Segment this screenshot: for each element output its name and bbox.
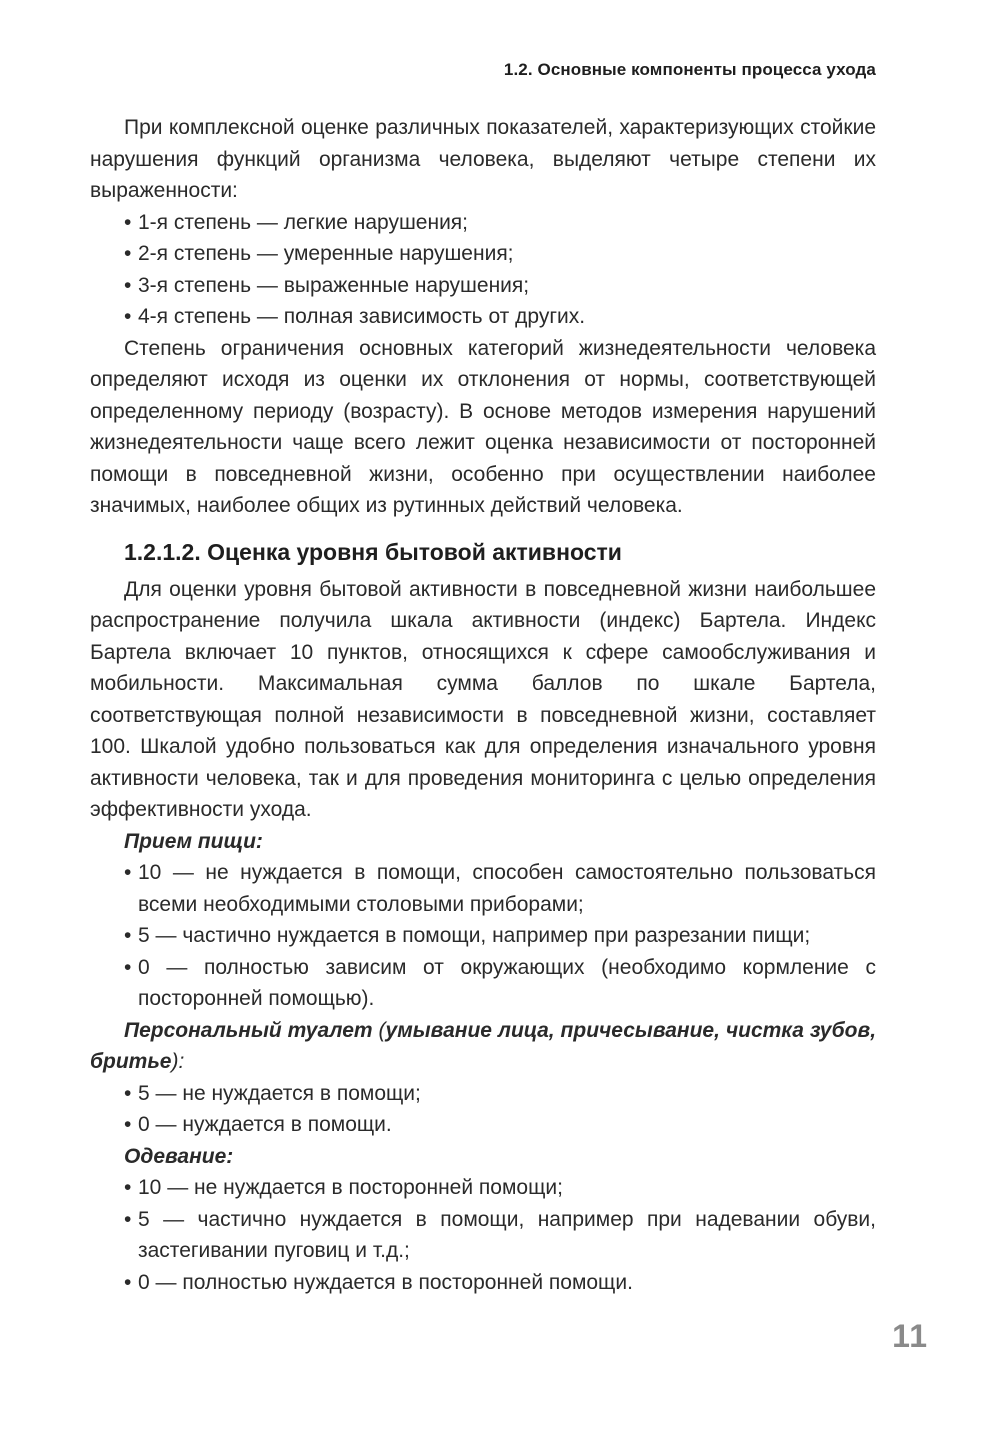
page-content — [90, 112, 876, 1298]
list-item: • 1-я степень — легкие нарушения; — [124, 207, 876, 239]
eating-list — [90, 857, 876, 1015]
list-item: • 5 — частично нуждается в помощи, например при надевании обуви, застегивании пуговиц и т.д.; — [124, 1204, 876, 1267]
toilet-list — [90, 1078, 876, 1141]
degrees-list — [90, 207, 876, 333]
barthel-paragraph: Для оценки уровня бытовой активности в повседневной жизни наибольшее распространение получила шкала активности (индекс) Бартела. Индекс Бартела включает 10 пунктов, относящихся к сфере самообслуживания и мобильности. Максимальная сумма баллов по шкале Бартела, соответствующая полной независимости в повседневной жизни, составляет 100. Шкалой удобно пользоваться как для определения изначального уровня активности человека, так и для проведения мониторинга с целью определения эффективности ухода. — [90, 577, 876, 821]
list-item: • 5 — не нуждается в помощи; — [124, 1078, 876, 1110]
intro-paragraph: При комплексной оценке различных показателей, характеризующих стойкие нарушения функций организма человека, выделяют четыре степени их выраженности: — [90, 116, 876, 202]
toilet-open: ( — [372, 1018, 386, 1042]
list-item: • 0 — полностью нуждается в посторонней помощи. — [124, 1267, 876, 1299]
list-item: • 5 — частично нуждается в помощи, например при разрезании пищи; — [124, 920, 876, 952]
list-item: • 3-я степень — выраженные нарушения; — [124, 270, 876, 302]
list-item: • 10 — не нуждается в посторонней помощи; — [124, 1172, 876, 1204]
list-item: • 0 — нуждается в помощи. — [124, 1109, 876, 1141]
dressing-subheading: Одевание: — [124, 1144, 234, 1168]
dressing-list — [90, 1172, 876, 1298]
list-item: • 0 — полностью зависим от окружающих (необходимо кормление с посторонней помощью). — [124, 952, 876, 1015]
eating-subheading: Прием пищи: — [124, 829, 263, 853]
toilet-subheading — [90, 1015, 876, 1078]
section-heading: 1.2.1.2. Оценка уровня бытовой активности — [124, 538, 622, 565]
toilet-title: Персональный туалет — [124, 1018, 373, 1042]
toilet-close: ): — [171, 1050, 185, 1073]
list-item: • 2-я степень — умеренные нарушения; — [124, 238, 876, 270]
list-item: • 10 — не нуждается в помощи, способен самостоятельно пользоваться всеми необходимыми столовыми приборами; — [124, 857, 876, 920]
running-header: 1.2. Основные компоненты процесса ухода — [503, 60, 876, 79]
list-item: • 4-я степень — полная зависимость от других. — [124, 301, 876, 333]
limitation-paragraph: Степень ограничения основных категорий жизнедеятельности человека определяют исходя из оценки их отклонения от нормы, соответствующей определенному периоду (возрасту). В основе методов измерения нарушений жизнедеятельности чаще всего лежит оценка независимости от посторонней помощи в повседневной жизни, особенно при осуществлении наиболее значимых, наиболее общих из рутинных действий человека. — [90, 336, 876, 517]
page-number: 11 — [892, 1318, 928, 1354]
toilet-detail: умывание лица, причесывание, чистка зубов, бритье — [90, 1018, 877, 1073]
